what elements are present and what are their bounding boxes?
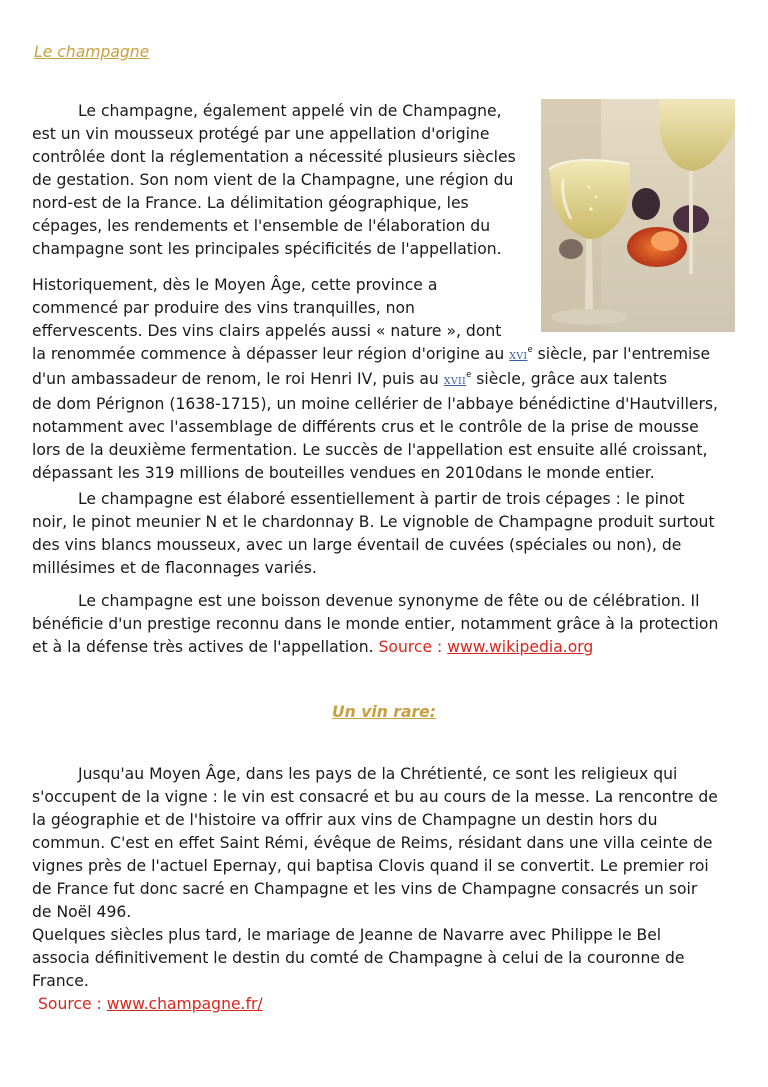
source-label: Source : bbox=[378, 638, 448, 656]
text-line: et à la défense très actives de l'appellation. Source : www.wikipedia.org bbox=[32, 638, 594, 656]
text-line: Le champagne, également appelé vin de Champagne, bbox=[78, 102, 502, 120]
century-link-17[interactable]: XVII bbox=[443, 376, 467, 387]
text-line: la renommée commence à dépasser leur région d'origine au XVIe siècle, par l'entremise bbox=[32, 345, 711, 363]
text-line: contrôlée dont la réglementation a nécessité plusieurs siècles bbox=[32, 148, 516, 166]
text-line: Le champagne est élaboré essentiellement à partir de trois cépages : le pinot bbox=[78, 490, 685, 508]
text-line: France. bbox=[32, 972, 89, 990]
history-paragraph bbox=[32, 274, 742, 485]
intro-paragraph bbox=[32, 100, 542, 261]
text-line: millésimes et de flaconnages variés. bbox=[32, 559, 317, 577]
text-line: de dom Pérignon (1638-1715), un moine cellérier de l'abbaye bénédictine d'Hautvillers, bbox=[32, 395, 718, 413]
text-line: de France fut donc sacré en Champagne et les vins de Champagne consacrés un soir bbox=[32, 880, 698, 898]
century-suffix: e bbox=[527, 345, 533, 355]
text-line: de gestation. Son nom vient de la Champagne, une région du bbox=[32, 171, 514, 189]
text-line: s'occupent de la vigne : le vin est consacré et bu au cours de la messe. La rencontre de bbox=[32, 788, 718, 806]
grapes-paragraph bbox=[32, 488, 742, 580]
text-line: Le champagne est une boisson devenue synonyme de fête ou de célébration. Il bbox=[78, 592, 700, 610]
text-line: commencé par produire des vins tranquilles, non bbox=[32, 299, 415, 317]
text-line: des vins blancs mousseux, avec un large éventail de cuvées (spéciales ou non), de bbox=[32, 536, 682, 554]
text-line: effervescents. Des vins clairs appelés aussi « nature », dont bbox=[32, 322, 502, 340]
source-label: Source : bbox=[38, 995, 107, 1013]
source-link-champagne[interactable]: www.champagne.fr/ bbox=[106, 995, 263, 1013]
text-line: est un vin mousseux protégé par une appellation d'origine bbox=[32, 125, 490, 143]
text-line: commun. C'est en effet Saint Rémi, évêque de Reims, résidant dans une villa ceinte de bbox=[32, 834, 713, 852]
century-suffix: e bbox=[466, 370, 472, 380]
subtitle: Un vin rare: bbox=[332, 703, 436, 721]
celebration-paragraph bbox=[32, 590, 742, 659]
text-line: d'un ambassadeur de renom, le roi Henri IV, puis au XVIIe siècle, grâce aux talents bbox=[32, 370, 668, 388]
text-line: notamment avec l'assemblage de différents crus et le contrôle de la prise de mousse bbox=[32, 418, 699, 436]
text-line: associa définitivement le destin du comté de Champagne à celui de la couronne de bbox=[32, 949, 685, 967]
text-line: noir, le pinot meunier N et le chardonnay B. Le vignoble de Champagne produit surtout bbox=[32, 513, 715, 531]
text-line: Historiquement, dès le Moyen Âge, cette province a bbox=[32, 276, 438, 294]
text-line: bénéficie d'un prestige reconnu dans le monde entier, notamment grâce à la protection bbox=[32, 615, 719, 633]
text-line: dépassant les 319 millions de bouteilles vendues en 2010dans le monde entier. bbox=[32, 464, 655, 482]
text-line: Jusqu'au Moyen Âge, dans les pays de la Chrétienté, ce sont les religieux qui bbox=[78, 765, 678, 783]
text-line: cépages, les rendements et l'ensemble de l'élaboration du bbox=[32, 217, 491, 235]
century-link-16[interactable]: XVI bbox=[509, 351, 528, 362]
text-line: Quelques siècles plus tard, le mariage de Jeanne de Navarre avec Philippe le Bel bbox=[32, 926, 662, 944]
source-link-wikipedia[interactable]: www.wikipedia.org bbox=[447, 638, 594, 656]
text-line: la géographie et de l'histoire va offrir aux vins de Champagne un destin hors du bbox=[32, 811, 658, 829]
text-line: de Noël 496. bbox=[32, 903, 132, 921]
rare-wine-paragraph bbox=[32, 763, 744, 1016]
text-line: lors de la deuxième fermentation. Le succès de l'appellation est ensuite allé croissant, bbox=[32, 441, 708, 459]
source-line bbox=[32, 993, 744, 1016]
text-line: nord-est de la France. La délimitation géographique, les bbox=[32, 194, 469, 212]
section-title: Le champagne bbox=[34, 43, 150, 61]
text-line: champagne sont les principales spécificités de l'appellation. bbox=[32, 240, 502, 258]
text-line: vignes près de l'actuel Epernay, qui baptisa Clovis quand il se convertit. Le premier roi bbox=[32, 857, 709, 875]
